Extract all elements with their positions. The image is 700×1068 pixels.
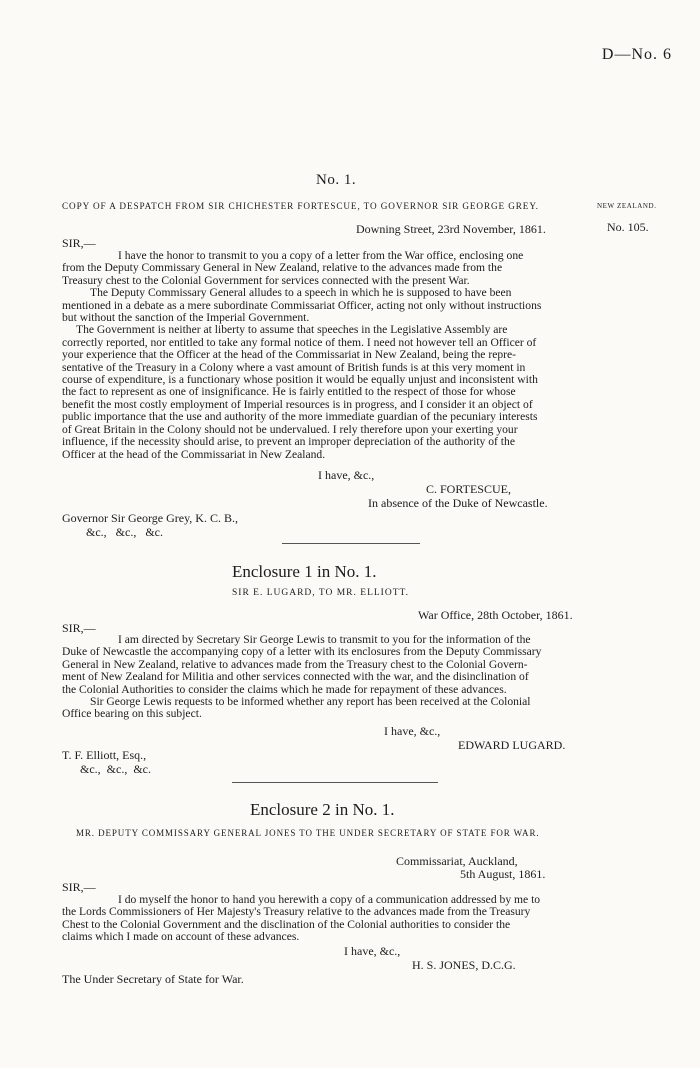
enclosure1-addressee-etc: &c., &c., &c. — [80, 762, 151, 776]
body-line: The Government is neither at liberty to assume that speeches in the Legislative Assembly are — [76, 323, 508, 337]
enclosure2-date-line: 5th August, 1861. — [460, 867, 546, 881]
margin-number: No. 105. — [607, 220, 649, 234]
body-line: I have the honor to transmit to you a copy of a letter from the War office, enclosing one — [118, 249, 524, 262]
enclosure1-closing: I have, &c., — [384, 724, 441, 738]
body-line: the Lords Commissioners of Her Majesty's Treasury relative to the advances made from the Treasury — [62, 905, 531, 919]
body-line: I am directed by Secretary Sir George Lewis to transmit to you for the information of the — [118, 633, 531, 646]
despatch-salutation: SIR,— — [62, 236, 96, 250]
body-line: your experience that the Officer at the head of the Commissariat in New Zealand, being the repre- — [62, 348, 517, 362]
body-line: Officer at the head of the Commissariat in New Zealand. — [62, 447, 326, 461]
body-line: Treasury chest to the Colonial Government for services connected with the present War. — [62, 273, 470, 287]
margin-place: NEW ZEALAND. — [597, 202, 657, 210]
despatch-addressee-etc: &c., &c., &c. — [86, 525, 163, 539]
despatch-signature: C. FORTESCUE, — [426, 482, 511, 496]
body-line: claims which I made on account of these advances. — [62, 930, 300, 944]
body-line: Chest to the Colonial Government and the disclination of the Colonial authorities to consider the — [62, 917, 511, 931]
section-divider — [282, 543, 420, 544]
body-line: public importance that the use and authority of the more immediate guardian of the pecuniary interests — [62, 410, 538, 424]
enclosure1-salutation: SIR,— — [62, 621, 96, 635]
enclosure2-title: Enclosure 2 in No. 1. — [250, 800, 395, 819]
enclosure1-title: Enclosure 1 in No. 1. — [232, 562, 377, 581]
page-reference: D—No. 6 — [601, 46, 672, 63]
enclosure1-subtitle: SIR E. LUGARD, TO MR. ELLIOTT. — [232, 588, 409, 598]
body-line: benefit the most costly employment of Imperial resources is in progress, and I consider it an object of — [62, 397, 533, 411]
body-line: Office bearing on this subject. — [62, 707, 202, 721]
enclosure1-addressee: T. F. Elliott, Esq., — [62, 748, 147, 762]
enclosure1-signature: EDWARD LUGARD. — [458, 738, 566, 752]
body-line: the fact to represent as one of insignificance. He is fairly entitled to the respect of those for whose — [62, 385, 516, 399]
body-line: from the Deputy Commissary General in New Zealand, relative to the advances made from the — [62, 261, 503, 275]
body-line: the Colonial Authorities to consider the claims which he made for repayment of these advances. — [62, 682, 507, 696]
body-line: mentioned in a debate as a mere subordinate Commissariat Officer, acting not only without instructions — [62, 298, 542, 312]
body-line: but without the sanction of the Imperial Government. — [62, 311, 310, 325]
body-line: of Great Britain in the Colony should not be undervalued. I rely therefore upon your exerting your — [62, 422, 518, 436]
despatch-addressee: Governor Sir George Grey, K. C. B., — [62, 511, 238, 525]
enclosure2-subtitle: MR. DEPUTY COMMISSARY GENERAL JONES TO THE UNDER SECRETARY OF STATE FOR WAR. — [76, 828, 540, 838]
body-line: The Deputy Commissary General alludes to a speech in which he is supposed to have been — [90, 286, 512, 300]
body-line: influence, if the necessity should arise, to prevent an improper depreciation of the authority of the — [62, 435, 515, 449]
despatch-date-line: Downing Street, 23rd November, 1861. — [356, 222, 546, 236]
enclosure2-place-line: Commissariat, Auckland, — [396, 854, 518, 868]
body-line: Sir George Lewis requests to be informed whether any report has been received at the Colonial — [90, 695, 531, 709]
document-number: No. 1. — [316, 172, 357, 188]
despatch-closing: I have, &c., — [318, 468, 375, 482]
body-line: course of expenditure, is a functionary whose position it would be equally unjust and inconsistent with — [62, 373, 538, 387]
despatch-body — [62, 250, 670, 461]
enclosure2-signature: H. S. JONES, D.C.G. — [412, 958, 516, 972]
body-line: I do myself the honor to hand you herewith a copy of a communication addressed by me to — [118, 893, 541, 906]
despatch-heading: COPY OF A DESPATCH FROM SIR CHICHESTER FORTESCUE, TO GOVERNOR SIR GEORGE GREY. — [62, 201, 539, 211]
enclosure1-body — [62, 634, 670, 721]
enclosure2-body — [62, 894, 670, 944]
enclosure2-closing: I have, &c., — [344, 944, 401, 958]
despatch-signature-note: In absence of the Duke of Newcastle. — [368, 496, 548, 510]
enclosure2-salutation: SIR,— — [62, 880, 96, 894]
section-divider — [232, 782, 438, 783]
body-line: correctly reported, nor entitled to take any formal notice of them. I need not however tell an Officer of — [62, 335, 537, 349]
body-line: Duke of Newcastle the accompanying copy of a letter with its enclosures from the Deputy Commissary — [62, 645, 542, 659]
enclosure2-addressee: The Under Secretary of State for War. — [62, 972, 244, 986]
body-line: General in New Zealand, relative to advances made from the Treasury chest to the Colonial Govern- — [62, 657, 528, 671]
enclosure1-date-line: War Office, 28th October, 1861. — [418, 608, 573, 622]
body-line: sentative of the Treasury in a Colony where a vast amount of British funds is at this very moment in — [62, 360, 526, 374]
body-line: ment of New Zealand for Militia and other services connected with the war, and the disinclination of — [62, 670, 529, 684]
